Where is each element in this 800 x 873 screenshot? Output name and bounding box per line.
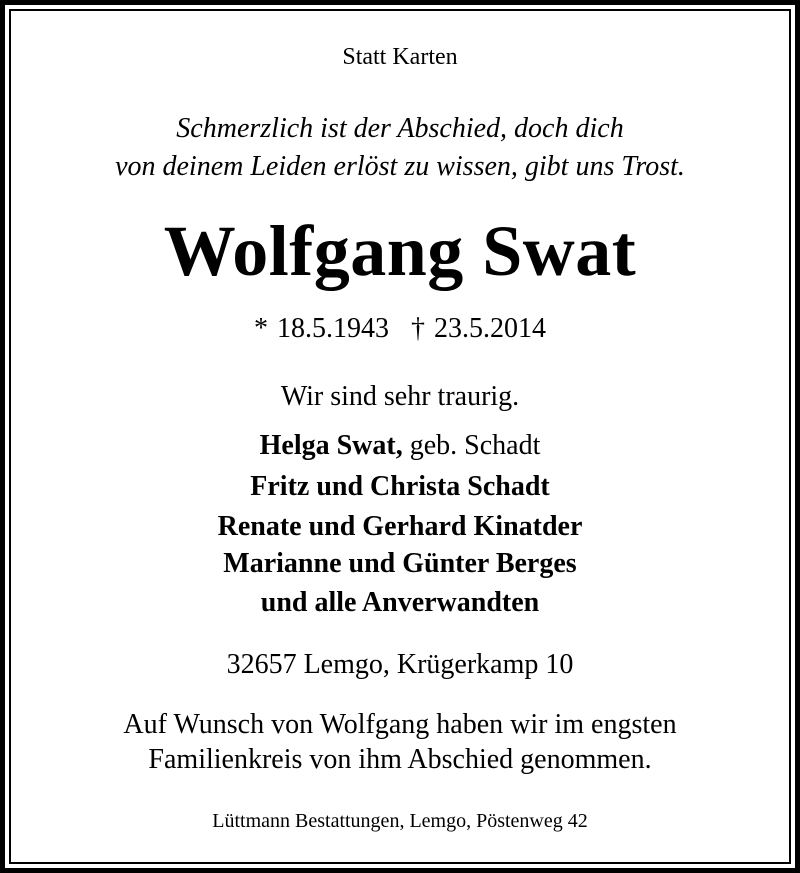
mourner-line-5: und alle Anverwandten <box>260 587 540 618</box>
mourner-maiden-name: geb. Schadt <box>402 430 541 461</box>
note-line-1: Auf Wunsch von Wolfgang haben wir im engsten <box>123 709 677 740</box>
mourner-line-1 <box>0 432 800 460</box>
mourner-line-3: Renate und Gerhard Kinatder <box>217 511 583 542</box>
header-text: Statt Karten <box>342 44 458 70</box>
mourner-name: Helga Swat, <box>259 430 403 461</box>
mourner-line-4: Marianne und Günter Berges <box>223 548 577 579</box>
birth-date: * 18.5.1943 <box>254 313 389 344</box>
death-date: † 23.5.2014 <box>411 313 546 344</box>
address-text: 32657 Lemgo, Krügerkamp 10 <box>226 649 574 680</box>
verse-line-2: von deinem Leiden erlöst zu wissen, gibt uns Trost. <box>115 151 685 182</box>
deceased-name: Wolfgang Swat <box>163 211 637 291</box>
note-line-2: Familienkreis von ihm Abschied genommen. <box>148 744 652 775</box>
life-dates <box>0 315 800 343</box>
mourner-line-2: Fritz und Christa Schadt <box>250 471 550 502</box>
undertaker-text: Lüttmann Bestattungen, Lemgo, Pöstenweg 42 <box>212 810 588 832</box>
sentiment-text: Wir sind sehr traurig. <box>280 381 520 412</box>
verse-line-1: Schmerzlich ist der Abschied, doch dich <box>176 113 624 144</box>
